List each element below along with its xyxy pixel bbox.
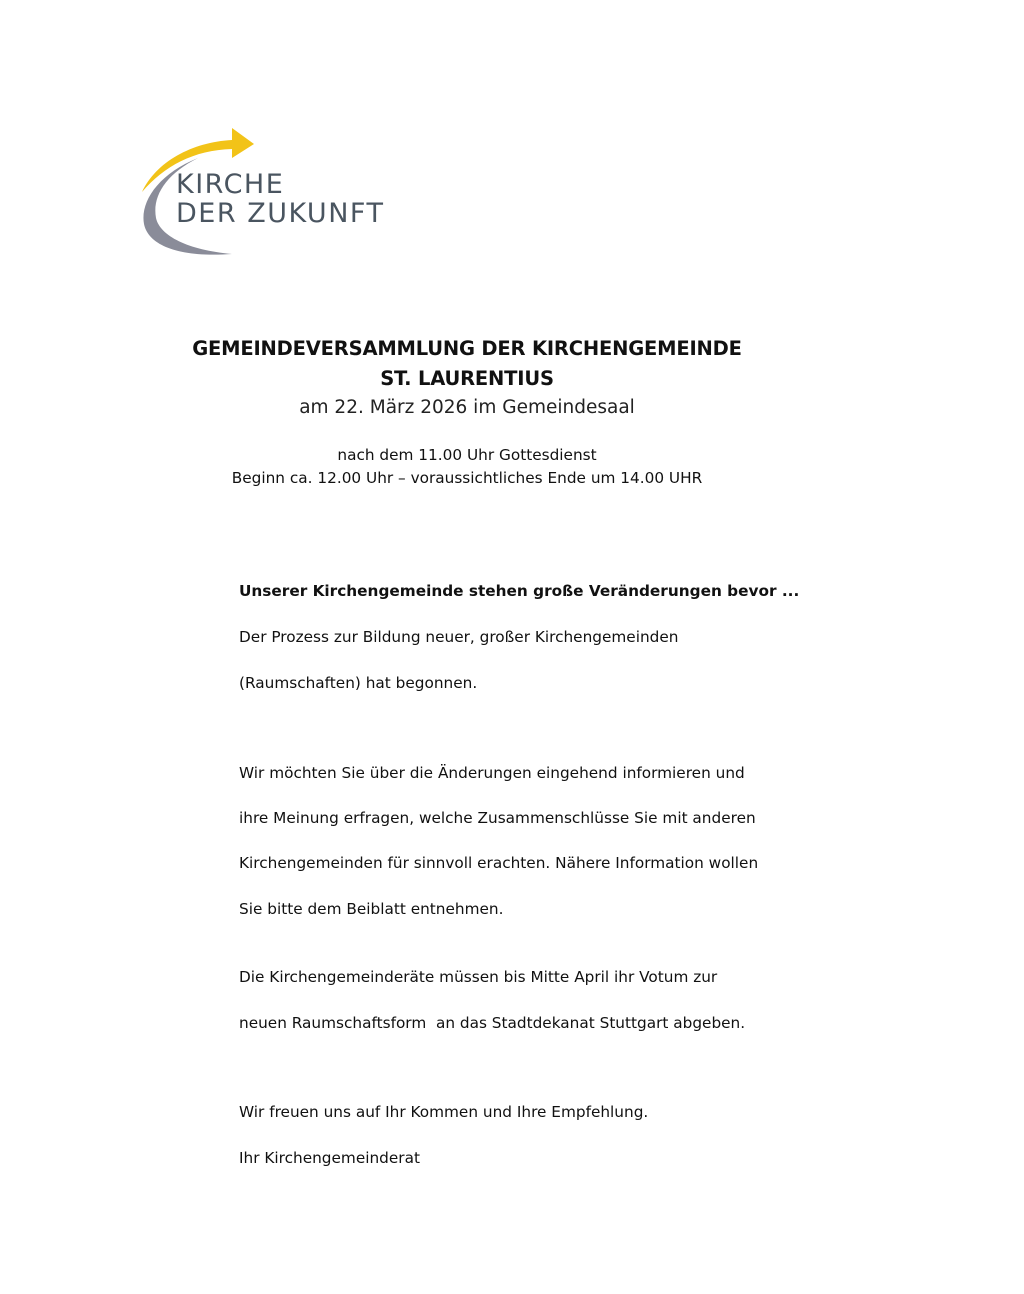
closing-line: Wir freuen uns auf Ihr Kommen und Ihre Empfehlung. bbox=[239, 1103, 649, 1121]
event-date-location: am 22. März 2026 im Gemeindesaal bbox=[299, 397, 635, 418]
title-line-1: GEMEINDEVERSAMMLUNG DER KIRCHENGEMEINDE bbox=[192, 337, 742, 360]
signature: Ihr Kirchengemeinderat bbox=[239, 1149, 420, 1167]
time-line-1: nach dem 11.00 Uhr Gottesdienst bbox=[337, 446, 597, 464]
time-line-2: Beginn ca. 12.00 Uhr – voraussichtliches Ende um 14.00 UHR bbox=[231, 469, 703, 487]
title-line-2: ST. LAURENTIUS bbox=[380, 367, 554, 390]
time-info bbox=[0, 444, 934, 490]
paragraph-2-line: Wir möchten Sie über die Änderungen eingehend informieren und bbox=[239, 764, 745, 782]
logo bbox=[136, 122, 396, 262]
paragraph-1-line: (Raumschaften) hat begonnen. bbox=[239, 674, 478, 692]
paragraph-1-line: Der Prozess zur Bildung neuer, großer Kirchengemeinden bbox=[239, 628, 679, 646]
header bbox=[0, 334, 934, 422]
paragraph-2-line: ihre Meinung erfragen, welche Zusammenschlüsse Sie mit anderen bbox=[239, 809, 756, 827]
logo-text-line2: DER ZUKUNFT bbox=[176, 198, 385, 229]
paragraph-2-line: Sie bitte dem Beiblatt entnehmen. bbox=[239, 900, 504, 918]
intro-heading: Unserer Kirchengemeinde stehen große Veränderungen bevor ... bbox=[239, 582, 800, 600]
logo-text-line1: KIRCHE bbox=[176, 169, 285, 200]
paragraph-3-line: neuen Raumschaftsform an das Stadtdekanat Stuttgart abgeben. bbox=[239, 1014, 746, 1032]
paragraph-2-line: Kirchengemeinden für sinnvoll erachten. Nähere Information wollen bbox=[239, 854, 759, 872]
paragraph-3-line: Die Kirchengemeinderäte müssen bis Mitte April ihr Votum zur bbox=[239, 968, 718, 986]
